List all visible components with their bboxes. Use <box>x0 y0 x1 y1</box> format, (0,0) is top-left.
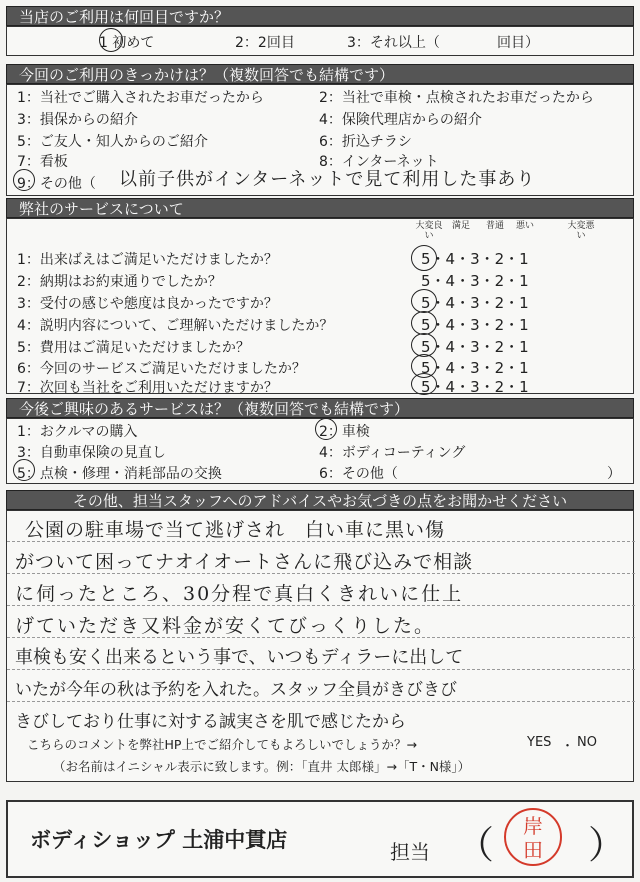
q2-option-1[interactable]: 1：当社でご購入されたお車だったから <box>17 90 264 106</box>
comment-line-1: 公園の駐車場で当て逃げされ 白い車に黒い傷 <box>25 519 446 541</box>
staff-name-stamp <box>504 808 562 866</box>
q3-question-1: 1：出来ばえはご満足いただけましたか？ <box>17 252 278 268</box>
q3-rating-circle-1 <box>411 245 437 271</box>
q1-option-3[interactable]: 3：それ以上（ <box>347 35 440 51</box>
staff-paren-close: ） <box>588 823 627 867</box>
q4-option-6[interactable]: 6：その他（ <box>319 466 398 482</box>
q3-question-6: 6：今回のサービスご満足いただけましたか？ <box>17 361 306 377</box>
q4-box <box>6 418 634 484</box>
q3-scale-2[interactable]: 5・4・3・2・1 <box>421 272 529 290</box>
q3-col-3: 普通 <box>485 221 504 231</box>
q2-box <box>6 84 634 196</box>
q3-rating-circle-3 <box>411 289 437 313</box>
q2-option-6[interactable]: 6：折込チラシ <box>319 134 412 150</box>
q1-option-1[interactable]: 1 初めて <box>99 35 155 51</box>
footer-box <box>6 800 634 878</box>
q5-header: その他、担当スタッフへのアドバイスやお気づきの点をお聞かせください <box>6 490 634 510</box>
q2-option-3[interactable]: 3：損保からの紹介 <box>17 112 138 128</box>
q3-scale-4[interactable]: 5・4・3・2・1 <box>421 316 529 334</box>
comment-line-3: に伺ったところ、30分程で真白くきれいに仕上 <box>15 583 464 605</box>
q3-header: 弊社のサービスについて <box>6 198 634 218</box>
survey-sheet <box>6 2 634 880</box>
q2-selection-circle <box>13 169 35 191</box>
comment-rule-5 <box>7 669 635 670</box>
stamp-char-top: 岸 <box>523 814 543 838</box>
q3-scale-5[interactable]: 5・4・3・2・1 <box>421 338 529 356</box>
q4-option-4[interactable]: 4：ボディコーティング <box>319 445 466 461</box>
comment-rule-6 <box>7 701 635 702</box>
permission-no[interactable]: NO <box>577 735 597 750</box>
q3-question-7: 7：次回も当社をご利用いただけますか？ <box>17 380 278 396</box>
permission-sep: ・ <box>561 739 575 754</box>
shop-name: ボディショップ 土浦中貫店 <box>30 828 288 852</box>
q3-scale-1[interactable]: 5・4・3・2・1 <box>421 250 529 268</box>
q3-scale-3[interactable]: 5・4・3・2・1 <box>421 294 529 312</box>
q3-col-4: 満足 <box>451 221 470 231</box>
q3-scale-6[interactable]: 5・4・3・2・1 <box>421 359 529 377</box>
q1-box <box>6 26 634 56</box>
q4-header: 今後ご興味のあるサービスは？（複数回答でも結構です） <box>6 398 634 418</box>
q4-option-2[interactable]: 2：車検 <box>319 424 370 440</box>
q2-option-8[interactable]: 8：インターネット <box>319 154 439 170</box>
q1-option-3-tail: 回目） <box>497 35 539 51</box>
q2-option-2[interactable]: 2：当社で車検・点検されたお車だったから <box>319 90 594 106</box>
q3-question-4: 4：説明内容について、ご理解いただけましたか？ <box>17 318 334 334</box>
q2-option-5[interactable]: 5：ご友人・知人からのご紹介 <box>17 134 208 150</box>
q2-option-9[interactable]: 9：その他（ <box>17 176 96 192</box>
q2-option-4[interactable]: 4：保険代理店からの紹介 <box>319 112 482 128</box>
q3-box <box>6 218 634 394</box>
comment-line-4: げていただき又料金が安くてびっくりした。 <box>15 615 436 637</box>
q3-rating-circle-4 <box>411 311 437 335</box>
q1-header: 当店のご利用は何回目ですか？ <box>6 6 634 26</box>
q3-question-3: 3：受付の感じや態度は良かったですか？ <box>17 296 278 312</box>
permission-yes[interactable]: YES <box>527 735 552 750</box>
q4-option-6-close: ） <box>607 466 621 482</box>
q3-col-5: 大変良い <box>415 221 443 241</box>
q5-box <box>6 510 634 782</box>
q4-selection-circle-5 <box>13 459 35 481</box>
q1-selection-circle <box>99 28 123 52</box>
q3-question-2: 2：納期はお約束通りでしたか？ <box>17 274 222 290</box>
q2-other-handwritten: 以前子供がインターネットで見て利用した事あり <box>119 169 536 190</box>
comment-line-5: 車検も安く出来るという事で、いつもディラーに出して <box>15 647 464 668</box>
permission-question: こちらのコメントを弊社HP上でご紹介してもよろしいでしょうか？→ <box>27 737 417 752</box>
staff-label: 担当 <box>390 840 430 864</box>
q2-option-7[interactable]: 7：看板 <box>17 154 68 170</box>
q3-question-5: 5：費用はご満足いただけましたか？ <box>17 340 250 356</box>
initials-note: （お名前はイニシャル表示に致します。例：「直井 太郎様」→「T・N様」） <box>53 759 471 774</box>
q4-option-5[interactable]: 5：点検・修理・消耗部品の交換 <box>17 466 222 482</box>
stamp-char-bottom: 田 <box>523 838 543 862</box>
q2-header: 今回のご利用のきっかけは？（複数回答でも結構です） <box>6 64 634 84</box>
q3-col-2: 悪い <box>515 221 534 231</box>
q3-scale-7[interactable]: 5・4・3・2・1 <box>421 378 529 396</box>
q3-rating-circle-7 <box>411 373 437 395</box>
q4-option-3[interactable]: 3：自動車保険の見直し <box>17 445 166 461</box>
q4-selection-circle-2 <box>315 418 337 440</box>
q4-option-1[interactable]: 1：おクルマの購入 <box>17 424 138 440</box>
comment-line-2: がついて困ってナオイオートさんに飛び込みで相談 <box>15 551 474 573</box>
staff-paren-open: （ <box>456 823 495 867</box>
q1-option-2[interactable]: 2：2回目 <box>235 35 295 51</box>
comment-line-6: いたが今年の秋は予約を入れた。スタッフ全員がきびきび <box>15 680 457 700</box>
comment-line-7: きびしており仕事に対する誠実さを肌で感じたから <box>15 712 406 732</box>
q3-col-1: 大変悪い <box>567 221 595 241</box>
